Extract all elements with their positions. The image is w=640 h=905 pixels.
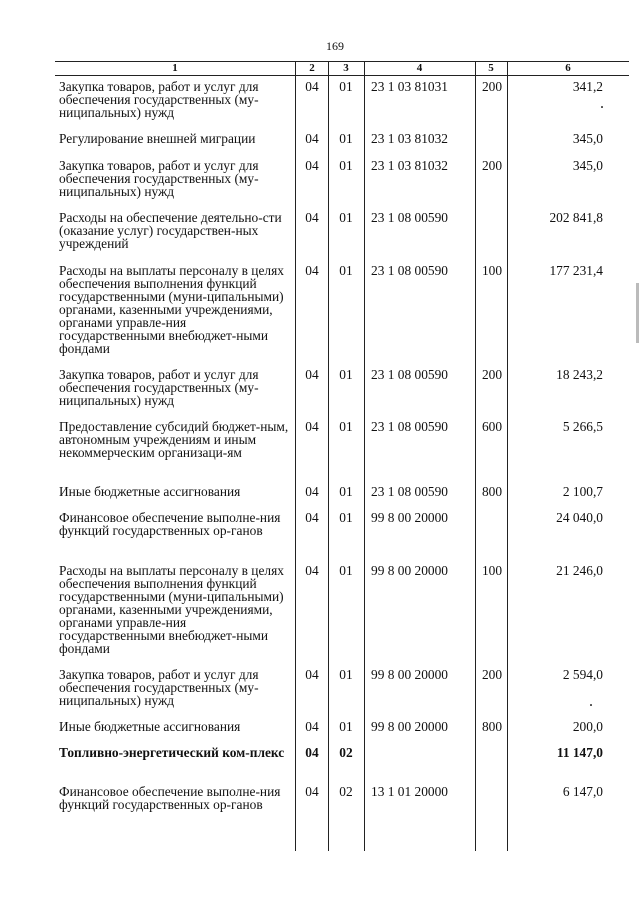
row-name-cell: Предоставление субсидий бюджет-ным, автономным учреждениям и иным некоммерческим организаци-ям [59,419,289,460]
row-name-cell: Закупка товаров, работ и услуг для обеспечения государственных (му-ниципальных) нужд [59,367,259,408]
row-target-article-cell: 99 8 00 20000 [371,667,448,682]
row-section-cell: 04 [305,510,319,525]
row-amount-cell: 345,0 [572,131,603,146]
row-amount-cell: 24 040,0 [556,510,603,525]
row-expense-type-cell: 100 [481,563,503,578]
row-target-article-cell: 23 1 08 00590 [371,419,448,434]
row-section-cell: 04 [305,563,319,578]
header-bottom-border [55,75,629,76]
row-expense-type-cell: 200 [481,367,503,382]
row-amount-cell: 18 243,2 [556,367,603,382]
row-subsection-cell: 01 [339,484,353,499]
row-target-article-cell: 23 1 08 00590 [371,484,448,499]
row-expense-type-cell: 800 [481,484,503,499]
row-target-article-cell: 23 1 03 81032 [371,158,448,173]
row-name-cell: Финансовое обеспечение выполне-ния функций государственных ор-ганов [59,510,281,538]
row-name-cell: Иные бюджетные ассигнования [59,484,241,499]
table-top-border [55,61,629,62]
scan-edge-mark [636,283,639,343]
row-subsection-cell: 01 [339,263,353,278]
row-amount-cell: 202 841,8 [549,210,603,225]
row-target-article-cell: 23 1 08 00590 [371,263,448,278]
row-target-article-cell: 23 1 03 81032 [371,131,448,146]
column-divider-3 [364,62,365,851]
row-amount-cell: 2 594,0 [562,667,603,682]
row-subsection-cell: 01 [339,210,353,225]
row-subsection-cell: 01 [339,510,353,525]
row-subsection-cell: 01 [339,419,353,434]
row-name-cell: Закупка товаров, работ и услуг для обеспечения государственных (му-ниципальных) нужд [59,158,259,199]
row-expense-type-cell: 800 [481,719,503,734]
row-subsection-cell: 01 [339,719,353,734]
row-amount-cell: 6 147,0 [562,784,603,799]
row-expense-type-cell: 100 [481,263,503,278]
row-section-cell: 04 [305,263,319,278]
row-target-article-cell: 99 8 00 20000 [371,510,448,525]
row-subsection-cell: 01 [339,131,353,146]
scan-speck [601,106,603,108]
row-target-article-cell: 13 1 01 20000 [371,784,448,799]
row-amount-cell: 5 266,5 [562,419,603,434]
row-subsection-cell: 01 [339,667,353,682]
row-section-cell: 04 [305,484,319,499]
row-section-cell: 04 [305,419,319,434]
row-amount-cell: 177 231,4 [549,263,603,278]
row-target-article-cell: 23 1 08 00590 [371,367,448,382]
row-expense-type-cell: 200 [481,158,503,173]
row-target-article-cell: 23 1 03 81031 [371,79,448,94]
row-section-cell: 04 [305,745,319,760]
row-expense-type-cell: 200 [481,79,503,94]
row-target-article-cell: 23 1 08 00590 [371,210,448,225]
row-name-cell: Расходы на обеспечение деятельно-сти (оказание услуг) государствен-ных учреждений [59,210,282,251]
row-name-cell: Расходы на выплаты персоналу в целях обеспечения выполнения функций государственными (муни-ципальными) органами, казенными учреждениями, органами управле-ния государственными внебюджет-ными фондами [59,563,284,656]
row-name-cell: Топливно-энергетический ком-плекс [59,745,285,760]
column-header-2: 2 [309,62,315,74]
row-subsection-cell: 01 [339,158,353,173]
column-header-6: 6 [565,62,571,74]
row-target-article-cell: 99 8 00 20000 [371,719,448,734]
column-header-3: 3 [343,62,349,74]
row-section-cell: 04 [305,367,319,382]
row-name-cell: Регулирование внешней миграции [59,131,256,146]
row-section-cell: 04 [305,719,319,734]
row-name-cell: Закупка товаров, работ и услуг для обеспечения государственных (му-ниципальных) нужд [59,667,259,708]
column-header-4: 4 [416,62,423,74]
row-expense-type-cell: 600 [481,419,503,434]
row-section-cell: 04 [305,784,319,799]
row-amount-cell: 200,0 [572,719,603,734]
column-divider-5 [507,62,508,851]
row-subsection-cell: 01 [339,367,353,382]
row-amount-cell: 11 147,0 [556,745,603,760]
row-subsection-cell: 02 [339,745,353,760]
row-section-cell: 04 [305,210,319,225]
row-target-article-cell: 99 8 00 20000 [371,563,448,578]
row-amount-cell: 345,0 [572,158,603,173]
page-number: 169 [326,39,344,53]
row-expense-type-cell: 200 [481,667,503,682]
row-section-cell: 04 [305,158,319,173]
row-amount-cell: 341,2 [572,79,603,94]
row-amount-cell: 2 100,7 [562,484,603,499]
row-section-cell: 04 [305,131,319,146]
scan-speck [590,704,592,706]
row-name-cell: Расходы на выплаты персоналу в целях обеспечения выполнения функций государственными (муни-ципальными) органами, казенными учреждениями, органами управле-ния государственными внебюджет-ными фондами [59,263,284,356]
column-header-5: 5 [488,62,494,74]
column-header-1: 1 [172,62,178,74]
row-subsection-cell: 02 [339,784,353,799]
row-name-cell: Иные бюджетные ассигнования [59,719,241,734]
row-amount-cell: 21 246,0 [556,563,603,578]
row-name-cell: Закупка товаров, работ и услуг для обеспечения государственных (му-ниципальных) нужд [59,79,259,120]
row-subsection-cell: 01 [339,563,353,578]
row-section-cell: 04 [305,79,319,94]
row-name-cell: Финансовое обеспечение выполне-ния функций государственных ор-ганов [59,784,281,812]
row-subsection-cell: 01 [339,79,353,94]
row-section-cell: 04 [305,667,319,682]
